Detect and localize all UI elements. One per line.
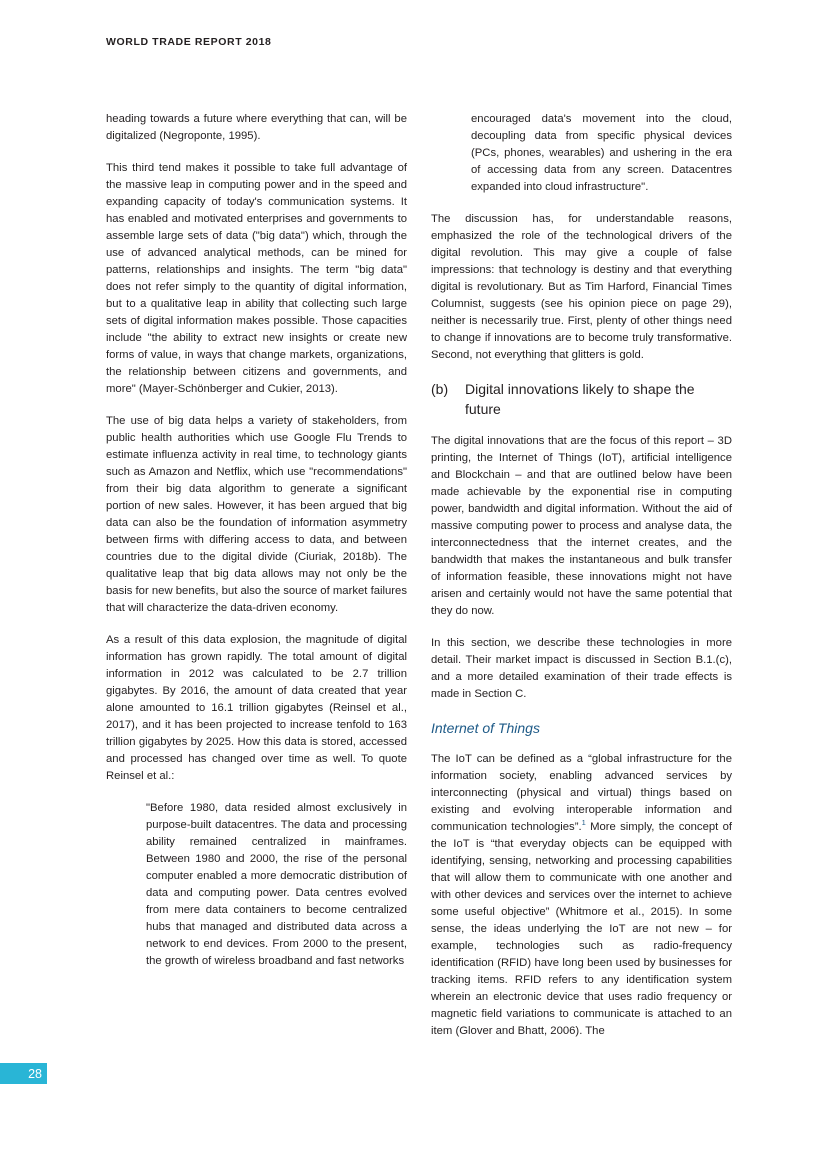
paragraph: The discussion has, for understandable reasons, emphasized the role of the technological drivers of the digital revolution. This may give a couple of false impressions: that technology is destiny and that everything digital is revolutionary. But as Tim Harford, Financial Times Columnist, suggests (see his opinion piece on page 29), neither is necessarily true. First, plenty of other things need to change if innovations are to become truly transformative. Second, not everything that glitters is gold. — [431, 213, 732, 361]
paragraph: The digital innovations that are the focus of this report – 3D printing, the Internet of Things (IoT), artificial intelligence and Blockchain – and that are outlined below have been made achievable by the exponential rise in computing power, bandwidth and digital information. Without the aid of massive computing power to process and analyse data, the interconnectedness that the internet creates, and the bandwidth that makes the instantaneous and bulk transfer of information feasible, these innovations might not have arisen and certainly would not have the same potential that they do now. — [431, 435, 732, 617]
paragraph: The use of big data helps a variety of stakeholders, from public health authorities which use Google Flu Trends to estimate influenza activity in real time, to technology giants such as Amazon and Netflix, which use "recommendations" from their big data algorithm to generate a significant portion of new sales. However, it has been argued that big data can also be the foundation of information asymmetry between firms with differing access to data, and between countries due to the digital divide (Ciuriak, 2018b). The qualitative leap that big data allows may not only be the basis for new benefits, but also the source of market failures that will characterize the data-driven economy. — [106, 415, 407, 614]
subheading-internet-of-things: Internet of Things — [431, 720, 540, 736]
right-column — [431, 111, 732, 1055]
left-column — [106, 111, 407, 985]
paragraph-text: More simply, the concept of the IoT is “that everyday objects can be equipped with identifying, sensing, networking and processing capabilities that will allow them to communicate with one another and with other devices and services over the internet to achieve some useful objective” (Whitmore et al., 2015). In some sense, the ideas underlying the IoT are not new – for example, technologies such as radio-frequency identification (RFID) have long been used by businesses for tracking items. RFID refers to any identification system wherein an electronic device that uses radio frequency or magnetic field variations to communicate is attached to an item (Glover and Bhatt, 2006). The — [431, 821, 732, 1037]
page-number: 28 — [0, 1063, 47, 1084]
paragraph: heading towards a future where everything that can, will be digitalized (Negroponte, 1995). — [106, 113, 407, 142]
paragraph-text: The IoT can be defined as a “global infrastructure for the information society, enabling advanced services by interconnecting (physical and virtual) things based on existing and evolving interoperable information and communication technologies”. — [431, 753, 732, 833]
running-header: WORLD TRADE REPORT 2018 — [106, 36, 272, 48]
paragraph: In this section, we describe these technologies in more detail. Their market impact is discussed in Section B.1.(c), and a more detailed examination of their trade effects is made in Section C. — [431, 637, 732, 700]
block-quote: "Before 1980, data resided almost exclusively in purpose-built datacentres. The data and processing ability remained centralized in mainframes. Between 1980 and 2000, the rise of the personal computer enabled a more democratic distribution of data and computing power. Data centres evolved from mere data containers to become centralized hubs that managed and distributed data across a network to end devices. From 2000 to the present, the growth of wireless broadband and fast networks — [146, 802, 407, 967]
paragraph: As a result of this data explosion, the magnitude of digital information has grown rapidly. The total amount of digital information in 2012 was calculated to be 2.7 trillion gigabytes. By 2016, the amount of data created that year alone amounted to 16.1 trillion gigabytes (Reinsel et al., 2017), and it has been projected to increase tenfold to 163 trillion gigabytes by 2025. How this data is stored, accessed and processed has changed over time as well. To quote Reinsel et al.: — [106, 634, 407, 782]
section-marker: (b) — [431, 381, 449, 397]
footnote-reference[interactable]: 1 — [581, 818, 586, 828]
paragraph — [431, 751, 732, 1040]
section-title: Digital innovations likely to shape the future — [465, 381, 695, 417]
section-heading — [431, 379, 732, 419]
block-quote-continued: encouraged data's movement into the cloud, decoupling data from specific physical devices (PCs, phones, wearables) and ushering in the era of accessing data from any screen. Datacentres expanded into cloud infrastructure". — [471, 113, 732, 193]
paragraph: This third tend makes it possible to take full advantage of the massive leap in computing power and in the speed and expanding capacity of today's communication systems. It has enabled and motivated enterprises and governments to assemble large sets of data ("big data") which, through the use of advanced analytical methods, can be mined for patterns, relationships and insights. The term "big data" does not refer simply to the quantity of digital information, but to a qualitative leap in ability that collecting such large sets of digital information makes possible. Those capacities include "the ability to extract new insights or create new forms of value, in ways that change markets, organizations, the relationship between citizens and governments, and more" (Mayer-Schönberger and Cukier, 2013). — [106, 162, 407, 395]
